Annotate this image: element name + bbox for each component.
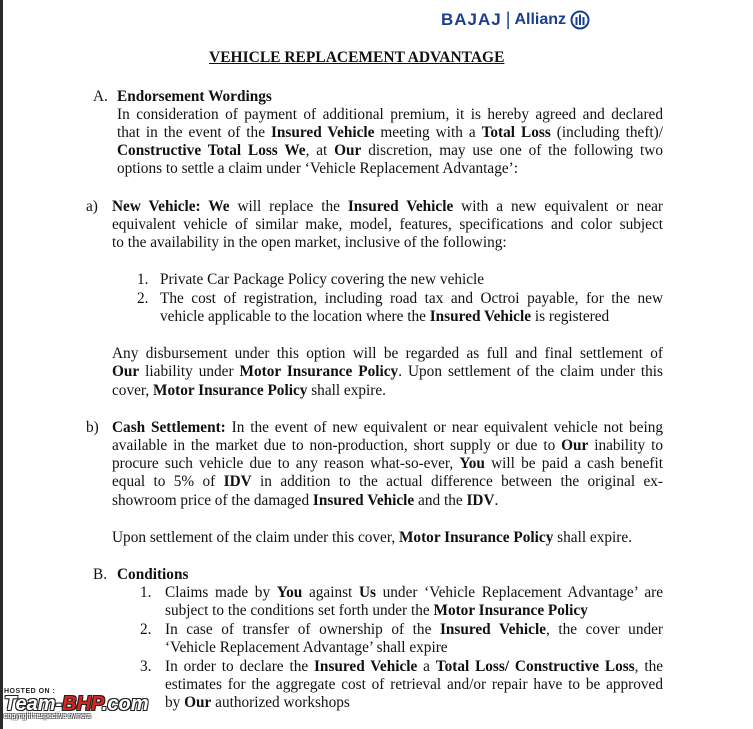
bold-term: Insured Vehicle	[347, 198, 454, 215]
text-run: shall expire.	[553, 529, 632, 546]
text-run: , at	[305, 142, 335, 159]
text-run: subject to the conditions set forth under the	[165, 602, 434, 619]
doc-line	[165, 621, 663, 639]
bold-term: Constructive Total Loss We	[117, 142, 306, 159]
watermark-bhp: BHP	[62, 693, 102, 715]
text-run: The cost of registration, including road tax and Octroi payable, for the new	[160, 290, 663, 307]
section-a-heading: Endorsement Wordings	[117, 88, 272, 105]
doc-line	[112, 529, 632, 547]
allianz-eagle-icon	[570, 10, 590, 30]
text-run: , the	[634, 658, 664, 675]
list-number: 2.	[137, 290, 149, 307]
doc-line	[117, 142, 663, 160]
text-run: and the	[414, 492, 467, 509]
doc-line	[165, 658, 663, 676]
list-number: 3.	[140, 658, 152, 675]
team-bhp-watermark	[4, 688, 149, 720]
option-a-marker: a)	[86, 198, 98, 215]
text-run: will be paid a cash benefit	[484, 455, 664, 472]
text-run: In the event of new equivalent or near equivalent vehicle not being	[225, 419, 663, 436]
list-number: 1.	[140, 584, 152, 601]
watermark-copyright: copyright respective owners	[4, 713, 91, 720]
text-run: estimates for the aggregate cost of retrieval and/or repair have to be approved	[165, 676, 663, 693]
text-run: with a new equivalent or near	[453, 198, 663, 215]
doc-line	[112, 437, 663, 455]
text-run: discretion, may use one of the following two	[361, 142, 664, 159]
watermark-hosted: HOSTED ON :	[4, 688, 56, 695]
doc-line	[165, 676, 663, 694]
bold-term: Insured Vehicle	[312, 492, 415, 509]
bold-term: Total Loss/ Constructive Loss	[435, 658, 635, 675]
page-edge	[0, 0, 3, 729]
bold-term: Insured Vehicle	[429, 308, 532, 325]
text-run: Upon settlement of the claim under this cover,	[112, 529, 399, 546]
doc-line	[112, 363, 663, 381]
bold-term: IDV	[466, 492, 495, 509]
text-run: shall expire.	[307, 382, 386, 399]
bold-term: Total Loss	[481, 124, 551, 141]
text-run: showroom price of the damaged	[112, 492, 313, 509]
section-b-marker: B.	[93, 566, 108, 583]
logo-separator: |	[505, 9, 511, 29]
doc-line	[165, 694, 350, 712]
bold-term: You	[276, 584, 303, 601]
doc-line	[165, 584, 663, 602]
text-run: In order to declare the	[165, 658, 314, 675]
text-run: (including theft)/	[550, 124, 664, 141]
bold-term: You	[459, 455, 485, 472]
text-run: will replace the	[229, 198, 348, 215]
section-b-heading: Conditions	[117, 566, 189, 583]
text-run: a	[417, 658, 436, 675]
doc-line	[112, 234, 507, 252]
bold-term: Us	[358, 584, 376, 601]
doc-line	[112, 216, 663, 234]
doc-line	[112, 198, 663, 216]
bold-term: Our	[334, 142, 362, 159]
bold-term: New Vehicle: We	[112, 198, 230, 215]
text-run: .	[494, 492, 499, 509]
text-run: , the cover under	[546, 621, 664, 638]
text-run: vehicle applicable to the location where the	[160, 308, 430, 325]
text-run: Any disbursement under this option will be regarded as full and final settlement of	[112, 345, 663, 362]
section-a-marker: A.	[93, 88, 108, 105]
text-run: . Upon settlement of the claim under this	[398, 363, 663, 380]
text-run: available in the market due to non-production, short supply or due to	[112, 437, 562, 454]
doc-line	[117, 124, 663, 142]
doc-line	[112, 345, 663, 363]
logo-brand: BAJAJ	[441, 9, 502, 29]
text-run: that in the event of the	[117, 124, 271, 141]
text-run: against	[302, 584, 359, 601]
bold-term: Insured Vehicle	[439, 621, 546, 638]
bold-term: Insured Vehicle	[270, 124, 375, 141]
document-title: VEHICLE REPLACEMENT ADVANTAGE	[209, 49, 505, 66]
doc-line	[117, 160, 518, 178]
bold-term: Motor Insurance Policy	[239, 363, 399, 380]
doc-line	[160, 308, 609, 326]
text-run: equivalent vehicle of similar make, model, features, specifications and color subject	[112, 216, 663, 233]
doc-line	[112, 419, 663, 437]
text-run: In case of transfer of ownership of the	[165, 621, 440, 638]
text-run: authorized workshops	[211, 694, 350, 711]
watermark-prefix: Team-	[4, 693, 63, 715]
text-run: cover,	[112, 382, 154, 399]
doc-line	[165, 602, 588, 620]
bold-term: Motor Insurance Policy	[398, 529, 554, 546]
list-number: 2.	[140, 621, 152, 638]
bajaj-allianz-logo	[441, 9, 590, 30]
text-run: Claims made by	[165, 584, 277, 601]
doc-line	[117, 106, 663, 124]
bold-term: Motor Insurance Policy	[433, 602, 588, 619]
bold-term: Motor Insurance Policy	[153, 382, 308, 399]
text-run: Private Car Package Policy covering the new vehicle	[160, 271, 485, 288]
doc-line	[160, 271, 484, 289]
bold-term: IDV	[223, 473, 252, 490]
text-run: In consideration of payment of additional premium, it is hereby agreed and declared	[117, 106, 663, 123]
doc-line	[165, 639, 448, 657]
doc-line	[160, 290, 663, 308]
text-run: is registered	[531, 308, 610, 325]
text-run: meeting with a	[374, 124, 482, 141]
text-run: equal to 5% of	[112, 473, 224, 490]
watermark-suffix: .com	[101, 693, 149, 715]
doc-line	[112, 382, 386, 400]
text-run: ‘Vehicle Replacement Advantage’ shall expire	[165, 639, 448, 656]
text-run: by	[165, 694, 185, 711]
text-run: procure such vehicle due to any reason what-so-ever,	[112, 455, 460, 472]
bold-term: Cash Settlement:	[112, 419, 226, 436]
list-number: 1.	[137, 271, 149, 288]
bold-term: Our	[561, 437, 589, 454]
logo-partner: Allianz	[514, 10, 566, 28]
text-run: inability to	[588, 437, 663, 454]
text-run: liability under	[139, 363, 240, 380]
text-run: under ‘Vehicle Replacement Advantage’ are	[375, 584, 663, 601]
bold-term: Our	[112, 363, 140, 380]
doc-line	[112, 492, 498, 510]
doc-line	[112, 455, 663, 473]
option-b-marker: b)	[86, 419, 99, 436]
bold-term: Insured Vehicle	[313, 658, 418, 675]
text-run: options to settle a claim under ‘Vehicle Replacement Advantage’:	[117, 160, 518, 177]
doc-line	[112, 473, 663, 491]
text-run: in addition to the actual difference between the original ex-	[251, 473, 663, 490]
bold-term: Our	[184, 694, 212, 711]
text-run: to the availability in the open market, inclusive of the following:	[112, 234, 507, 251]
